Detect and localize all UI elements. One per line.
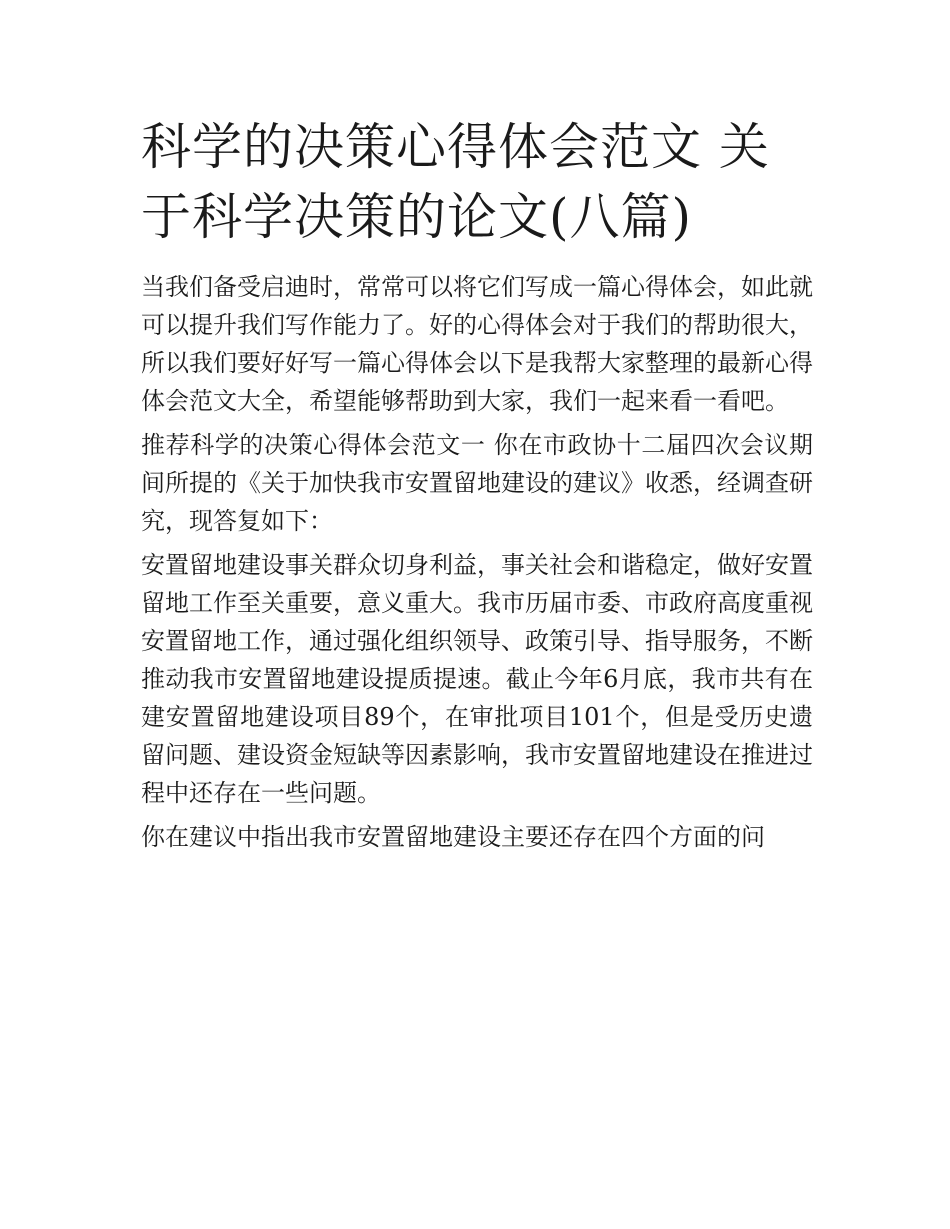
paragraph-recommend: 推荐科学的决策心得体会范文一 你在市政协十二届四次会议期间所提的《关于加快我市安置留地建设的建议》收悉，经调查研究，现答复如下： <box>141 431 813 535</box>
paragraph-intro: 当我们备受启迪时，常常可以将它们写成一篇心得体会，如此就可以提升我们写作能力了。好的心得体会对于我们的帮助很大，所以我们要好好写一篇心得体会以下是我帮大家整理的最新心得体会范文大全，希望能够帮助到大家，我们一起来看一看吧。 <box>141 273 813 415</box>
document-title: 科学的决策心得体会范文 关于科学决策的论文(八篇) <box>141 118 770 246</box>
paragraph-issues: 你在建议中指出我市安置留地建设主要还存在四个方面的问 <box>141 823 765 851</box>
paragraph-background: 安置留地建设事关群众切身利益，事关社会和谐稳定，做好安置留地工作至关重要，意义重大。我市历届市委、市政府高度重视安置留地工作，通过强化组织领导、政策引导、指导服务，不断推动我市安置留地建设提质提速。截止今年6月底，我市共有在建安置留地建设项目89个，在审批项目101个，但是受历史遗留问题、建设资金短缺等因素影响，我市安置留地建设在推进过程中还存在一些问题。 <box>141 551 813 807</box>
document-page <box>141 112 813 856</box>
